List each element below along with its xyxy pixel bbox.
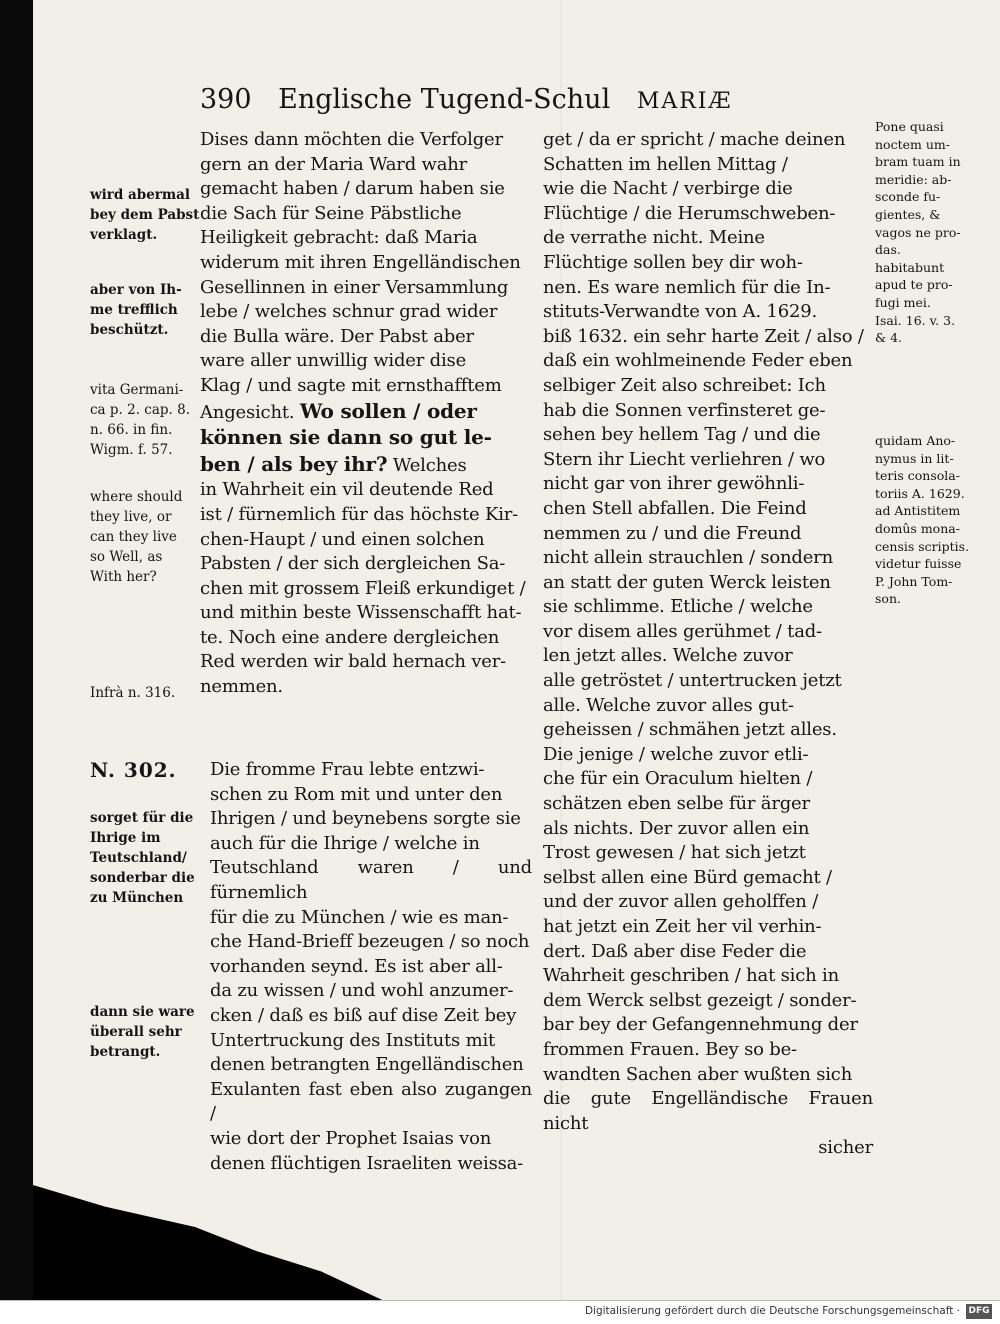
adjacent-page-edge xyxy=(0,0,33,1300)
catchword: sicher xyxy=(818,1137,873,1159)
header-title-latin: MARIÆ xyxy=(636,89,733,114)
column-1-paragraph-1 xyxy=(200,128,532,700)
margin-note-left: vita Germani- ca p. 2. cap. 8. n. 66. in fin. Wigm. f. 57. xyxy=(90,382,191,458)
margin-note-left: where should they live, or can they live so Well, as With her? xyxy=(90,489,183,585)
emphasized-quote: Wo sollen / oder können sie dann so gut le- ben / als bey ihr? xyxy=(200,398,492,476)
body-text: get / da er spricht / mache deinen Schatten im hellen Mittag / wie die Nacht / verbirge die Flüchtige / die Herumschweben- de verrathe nicht. Meine Flüchtige sollen bey dir woh- nen. Es ware nemlich für die In- stituts-Verwandte von A. 1629. biß 1632. ein sehr harte Zeit / also / daß ein wohlmeinende Feder eben selbiger Zeit also schreibet: Ich hab die Sonnen verfinsteret ge- sehen bey hellem Tag / und die Stern ihr Liecht verliehren / wo nicht gar von ihrer gewöhnli- chen Stell abfallen. Die Feind nemmen zu / und die Freund nicht allein strauchlen / sondern an statt der guten Werck leisten sie schlimme. Etliche / welche vor disem alles gerühmet / tad- len jetzt alles. Welche zuvor alle getröstet / untertrucken jetzt alle. Welche zuvor alles gut- geheissen / schmähen jetzt alles. Die jenige / welche zuvor etli- che für ein Oraculum hielten / schätzen eben selbe für ärger als nichts. Der zuvor allen ein Trost gewesen / hat sich jetzt selbst allen eine Bürd gemacht / und der zuvor allen geholffen / hat jetzt ein Zeit her vil verhin- dert. Daß aber dise Feder die Wahrheit geschriben / hat sich in dem Werck selbst gezeigt / sonder- bar bey der Gefangennehmung der frommen Frauen. Bey so be- wandten Sachen aber wußten sich die gute Engelländische Frauen nicht xyxy=(543,129,873,1134)
column-2 xyxy=(543,128,873,1161)
margin-note-left: sorget für die Ihrige im Teutschland/ sonderbar die zu München xyxy=(90,810,195,906)
margin-note-left: aber von Ih- me trefflich beschützt. xyxy=(90,282,182,338)
margin-note-right: quidam Ano- nymus in lit- teris consola- toriis A. 1629. ad Antistitem domûs mona- censis scriptis. videtur fuisse P. John Tom- son. xyxy=(875,433,970,607)
footer-bar xyxy=(0,1300,1000,1324)
page-number: 390 xyxy=(200,84,252,115)
margin-note-right: Pone quasi noctem um- bram tuam in meridie: ab- sconde fu- gientes, & vagos ne pro- das. habitabunt apud te pro- fugi mei. Isai. 16. v. 3. & 4. xyxy=(875,119,961,346)
dfg-logo: DFG xyxy=(966,1304,992,1319)
column-1-paragraph-2: Die fromme Frau lebte entzwi- schen zu Rom mit und unter den Ihrigen / und beynebens sorgte sie auch für die Ihrige / welche in Teutschland waren / und fürnemlich für die zu München / wie es man- che Hand-Brieff bezeugen / so noch vorhanden seynd. Es ist aber all- da zu wissen / und wohl anzumer- cken / daß es biß auf dise Zeit bey Untertruckung des Instituts mit denen betrangten Engelländischen Exulanten fast eben also zugangen / wie dort der Prophet Isaias von denen flüchtigen Israeliten weissa- xyxy=(210,759,532,1174)
section-number: N. 302. xyxy=(90,758,177,782)
header-title: Englische Tugend-Schul xyxy=(278,84,611,115)
margin-note-left: dann sie ware überall sehr betrangt. xyxy=(90,1004,195,1060)
body-text: Dises dann möchten die Verfolger gern an der Maria Ward wahr gemacht haben / darum haben sie die Sach für Seine Päbstliche Heiligkeit gebracht: daß Maria widerum mit ihren Engelländischen Gesellinnen in einer Versammlung lebe / welches schnur grad wider die Bulla wäre. Der Pabst aber ware aller unwillig wider dise Klag / und sagte mit ernsthafftem Angesicht. xyxy=(200,129,521,423)
running-header xyxy=(200,80,880,120)
margin-note-left: wird abermal bey dem Pabst verklagt. xyxy=(90,187,200,243)
footer-credit: Digitalisierung gefördert durch die Deutsche Forschungsgemeinschaft · xyxy=(584,1305,960,1317)
margin-note-left: Infrà n. 316. xyxy=(90,685,176,701)
body-text: Welches in Wahrheit ein vil deutende Red ist / fürnemlich für das höchste Kir- chen-Haupt / und einen solchen Pabsten / der sich dergleichen Sa- chen mit grossem Fleiß erkundiget / und mithin beste Wissenschafft hat- te. Noch eine andere dergleichen Red werden wir bald hernach ver- nemmen. xyxy=(200,454,526,698)
